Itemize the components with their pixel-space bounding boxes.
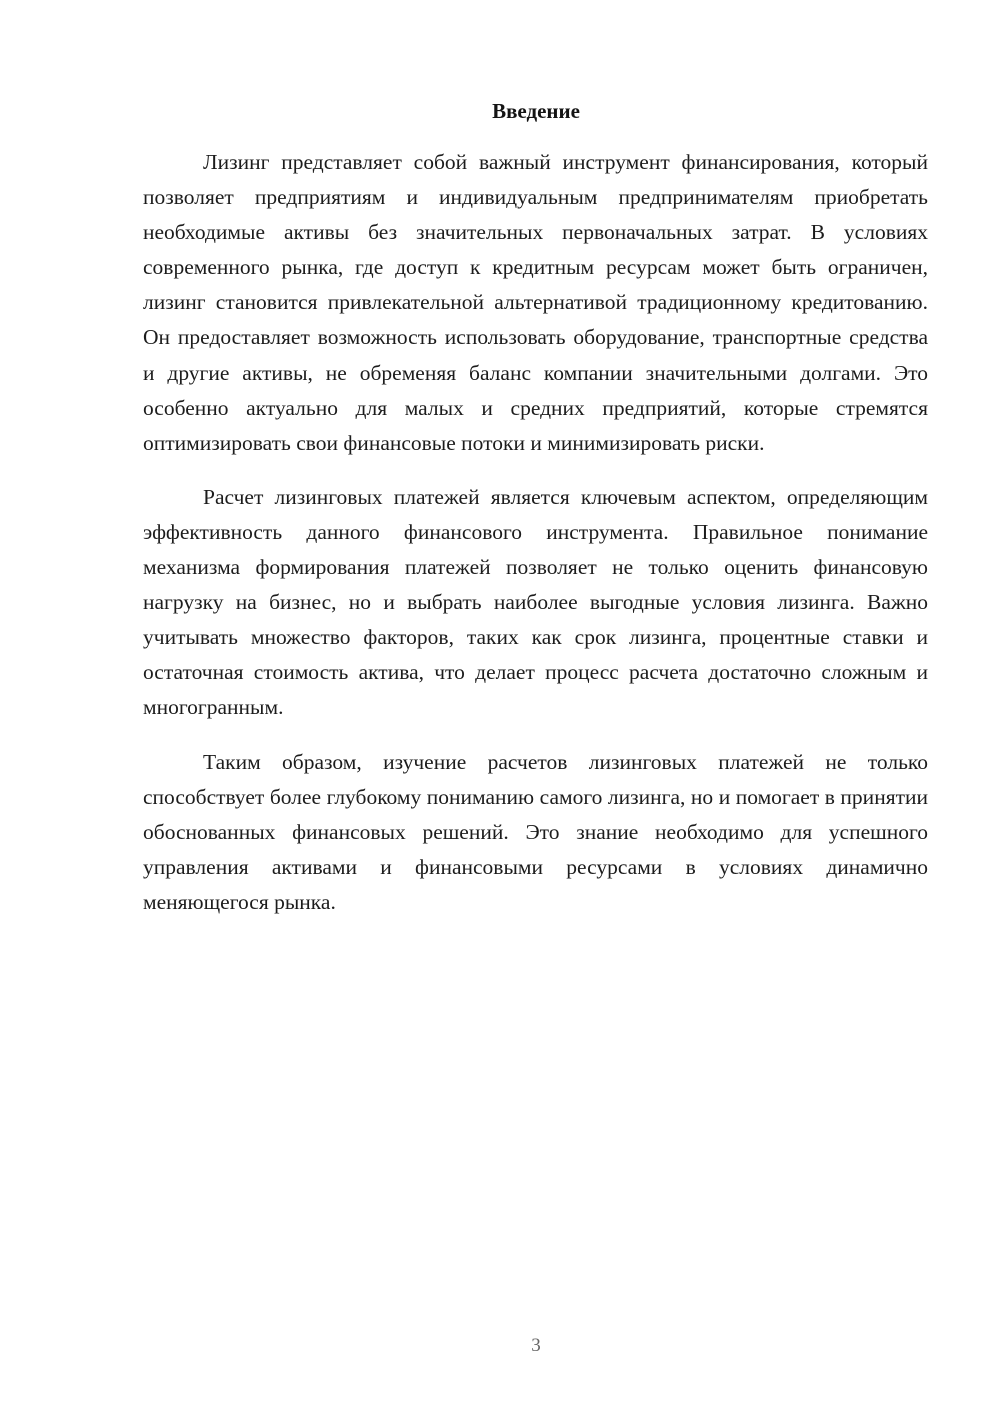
paragraph-1: Лизинг представляет собой важный инструмент финансирования, который позволяет предприятиям и индивидуальным предпринимателям приобретать необходимые активы без значительных первоначальных затрат. В условиях современного рынка, где доступ к кредитным ресурсам может быть ограничен, лизинг становится привлекательной альтернативой традиционному кредитованию. Он предоставляет возможность использовать оборудование, транспортные средства и другие активы, не обременяя баланс компании значительными долгами. Это особенно актуально для малых и средних предприятий, которые стремятся оптимизировать свои финансовые потоки и минимизировать риски. [143,150,928,455]
document-body [143,145,928,939]
page-number: 3 [531,1335,541,1356]
paragraph-3: Таким образом, изучение расчетов лизинговых платежей не только способствует более глубокому пониманию самого лизинга, но и помогает в принятии обоснованных финансовых решений. Это знание необходимо для успешного управления активами и финансовыми ресурсами в условиях динамично меняющегося рынка. [143,749,928,914]
section-heading: Введение [492,99,580,123]
paragraph-2: Расчет лизинговых платежей является ключевым аспектом, определяющим эффективность данного финансового инструмента. Правильное понимание механизма формирования платежей позволяет не только оценить финансовую нагрузку на бизнес, но и выбрать наиболее выгодные условия лизинга. Важно учитывать множество факторов, таких как срок лизинга, процентные ставки и остаточная стоимость актива, что делает процесс расчета достаточно сложным и многогранным. [143,484,928,720]
